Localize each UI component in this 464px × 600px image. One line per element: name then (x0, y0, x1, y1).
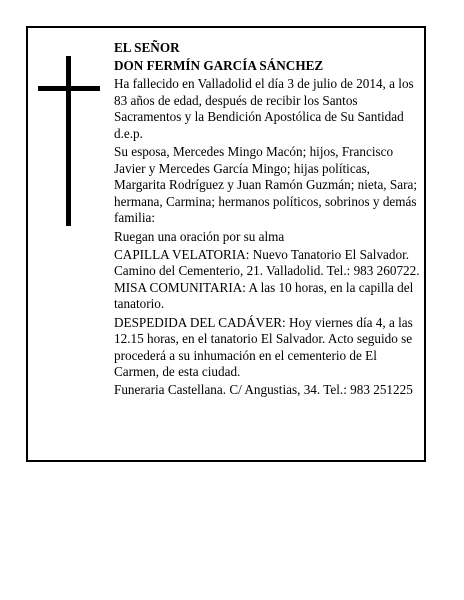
family-paragraph: Su esposa, Mercedes Mingo Macón; hijos, Francisco Javier y Mercedes García Mingo; hijas políticas, Margarita Rodríguez y Juan Ramón Guzmán; nieta, Sara; hermana, Carmina; hermanos políticos, sobrinos y demás familia: (114, 144, 417, 226)
cross-icon (38, 56, 100, 226)
title-line: EL SEÑOR (114, 40, 180, 55)
cross-vertical-bar (66, 56, 71, 226)
cross-horizontal-bar (38, 86, 100, 91)
chapel-paragraph: CAPILLA VELATORIA: Nuevo Tanatorio El Salvador. Camino del Cementerio, 21. Valladolid. Tel.: 983 260722. MISA COMUNITARIA: A las 10 horas, en la capilla del tanatorio. (114, 246, 420, 312)
death-paragraph: Ha fallecido en Valladolid el día 3 de julio de 2014, a los 83 años de edad, después de recibir los Santos Sacramentos y la Bendición Apostólica de Su Santidad d.e.p. (114, 76, 414, 141)
obituary-text (114, 40, 422, 400)
farewell-paragraph: DESPEDIDA DEL CADÁVER: Hoy viernes día 4, a las 12.15 horas, en el tanatorio El Salvador. Acto seguido se procederá a su inhumación en el cementerio de El Carmen, de esta ciudad. (114, 314, 413, 380)
obituary-notice (26, 26, 426, 462)
deceased-name: DON FERMÍN GARCÍA SÁNCHEZ (114, 58, 324, 74)
prayer-request: Ruegan una oración por su alma (114, 228, 285, 244)
funeral-home: Funeraria Castellana. C/ Angustias, 34. Tel.: 983 251225 (114, 382, 413, 398)
